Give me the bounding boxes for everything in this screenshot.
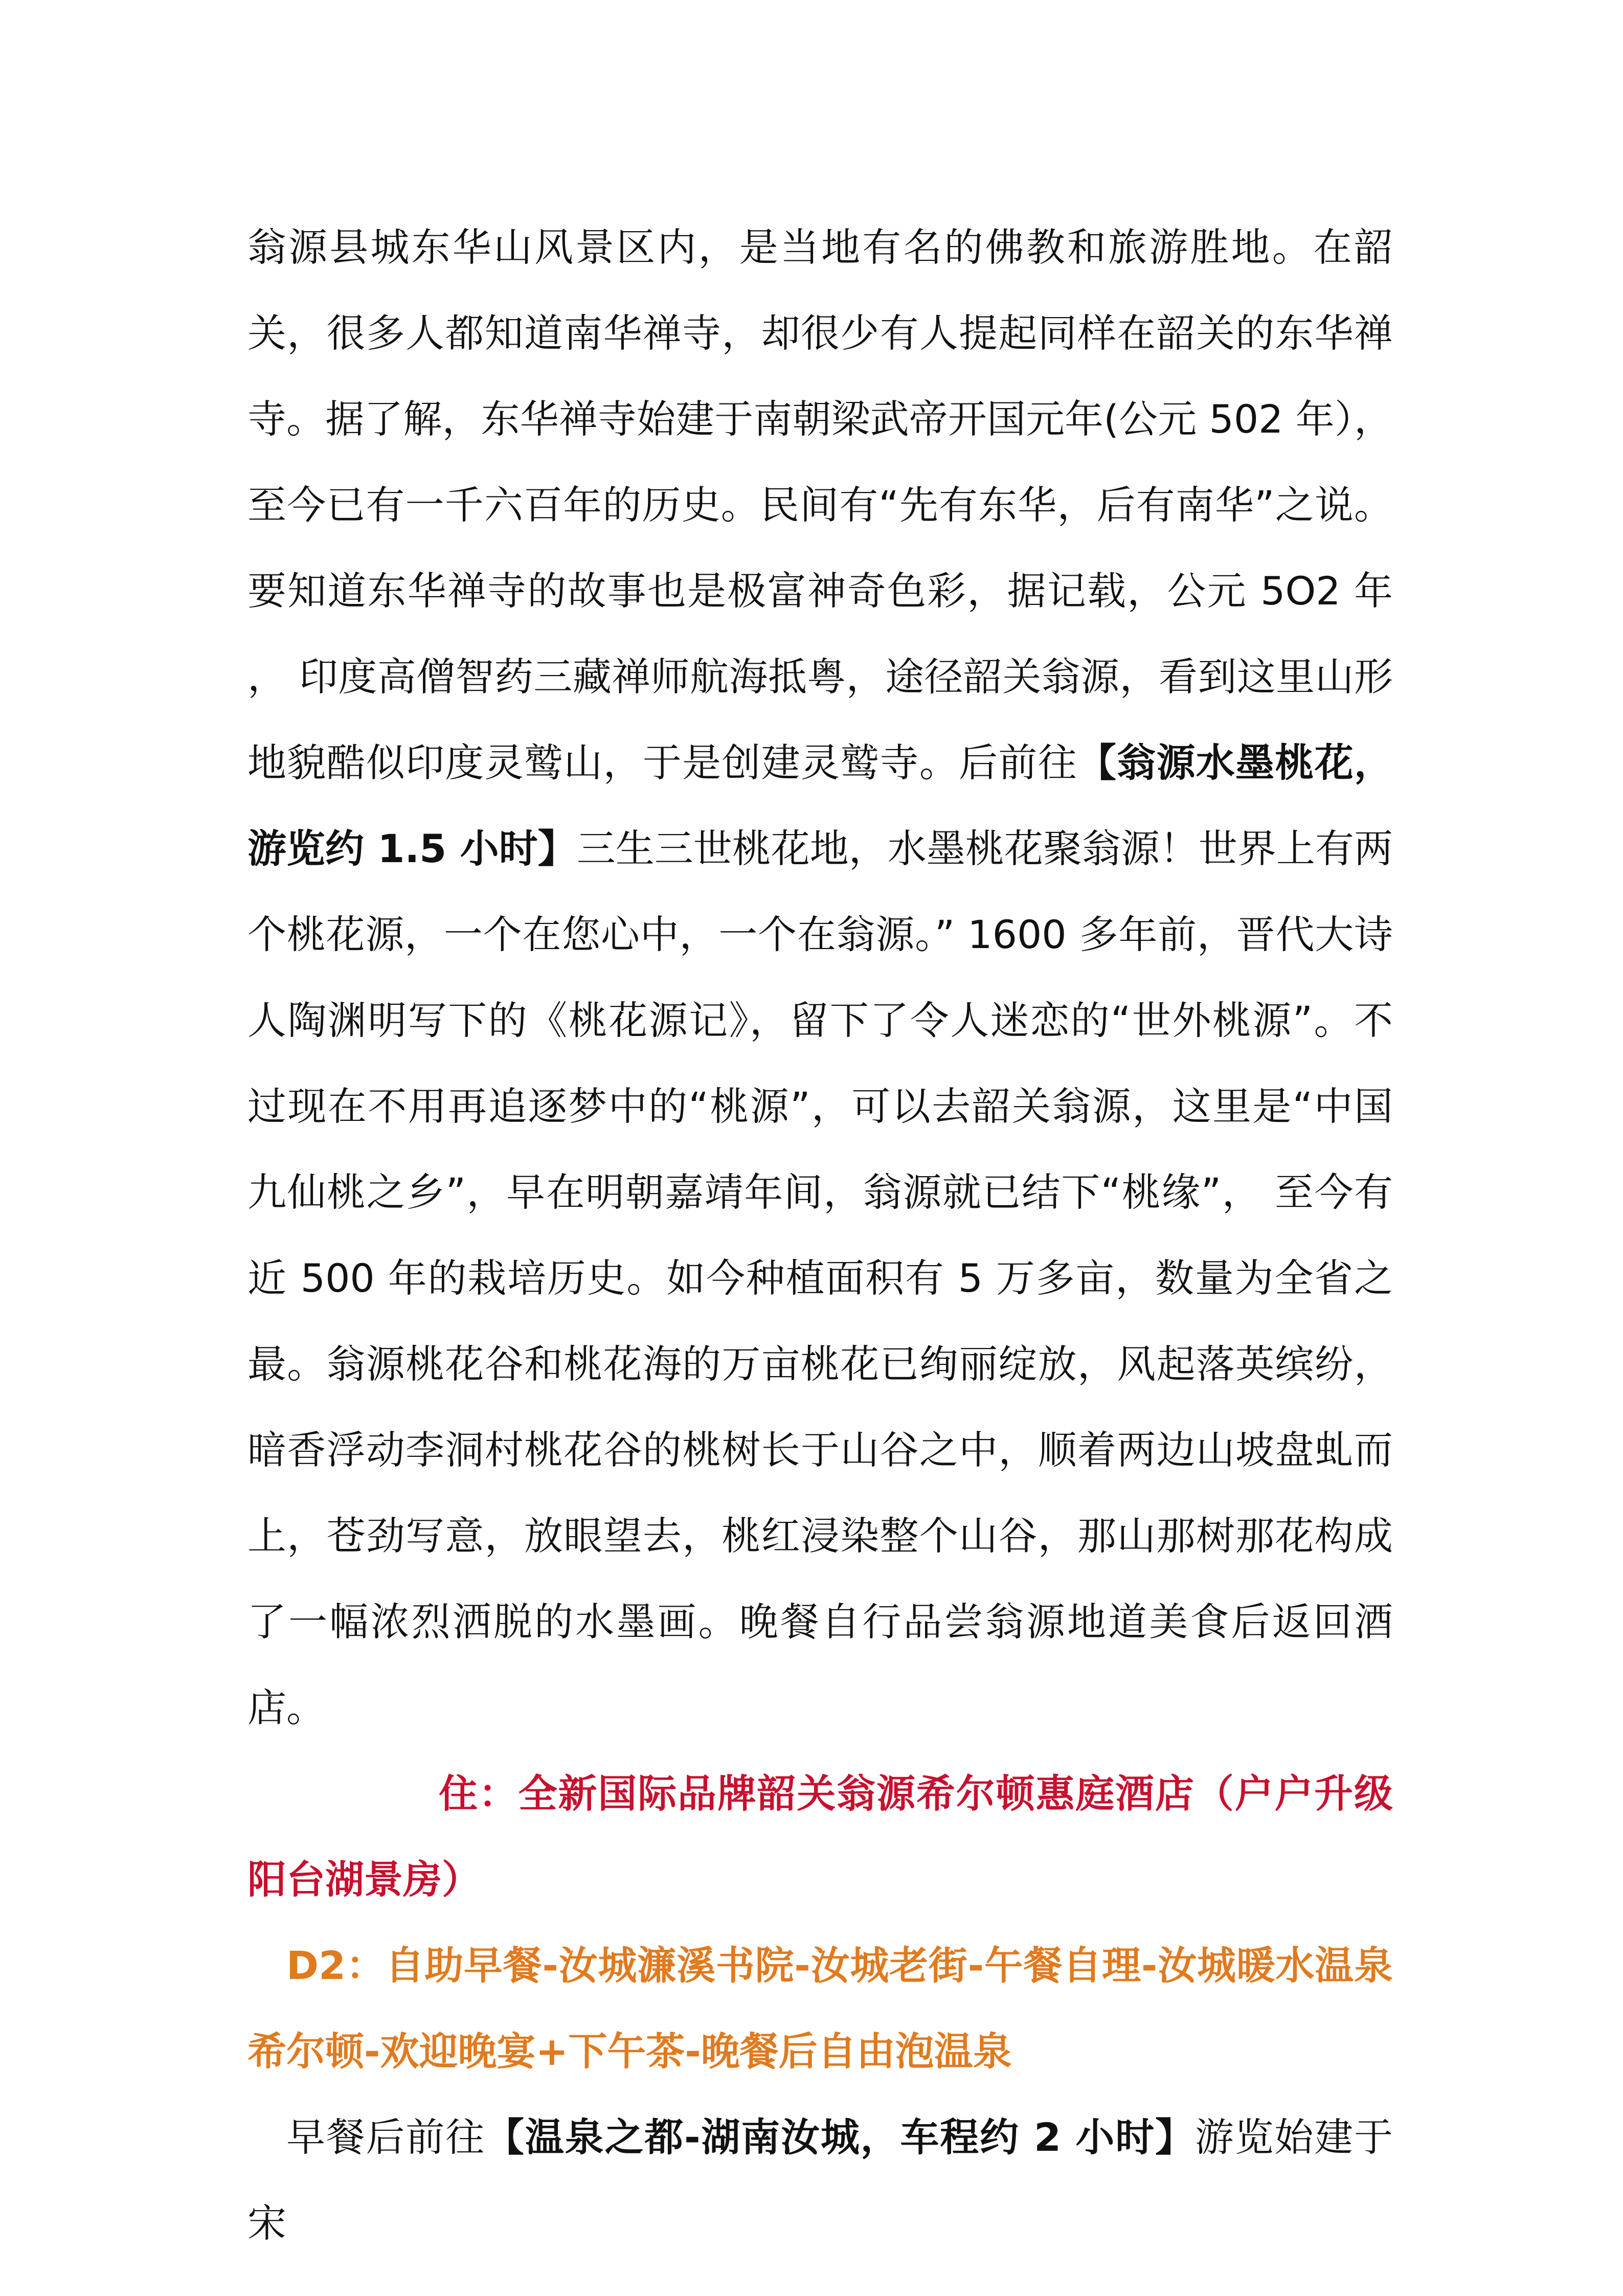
paragraph-dongchan-temple-and-peach-blossom xyxy=(247,205,1393,1751)
paragraph-text: 三生三世桃花地，水墨桃花聚翁源！世界上有两个桃花源，一个在您心中，一个在翁源。” 1600 多年前，晋代大诗人陶渊明写下的《桃花源记》，留下了令人迷恋的“世外桃源”。不过现在不用再追逐梦中的“桃源”，可以去韶关翁源，这里是“中国九仙桃之乡”，早在明朝嘉靖年间，翁源就已结下“桃缘”， 至今有近 500 年的栽培历史。如今种植面积有 5 万多亩，数量为全省之最。翁源桃花谷和桃花海的万亩桃花已绚丽绽放，风起落英缤纷，暗香浮动李洞村桃花谷的桃树长于山谷之中，顺着两边山坡盘虬而上，苍劲写意，放眼望去，桃红浸染整个山谷，那山那树那花构成了一幅浓烈洒脱的水墨画。晚餐自行品尝翁源地道美食后返回酒店。 xyxy=(247,826,1393,1730)
rucheng-highlight: 【温泉之都-湖南汝城，车程约 2 小时】 xyxy=(485,2114,1195,2160)
day2-heading: D2：自助早餐-汝城濂溪书院-汝城老街-午餐自理-汝城暖水温泉希尔顿-欢迎晚宴+下午茶-晚餐后自由泡温泉 xyxy=(247,1943,1393,2074)
paragraph-text: 翁源县城东华山风景区内，是当地有名的佛教和旅游胜地。在韶关，很多人都知道南华禅寺，却很少有人提起同样在韶关的东华禅寺。据了解，东华禅寺始建于南朝梁武帝开国元年(公元 502 年）， 至今已有一千六百年的历史。民间有“先有东华，后有南华”之说。要知道东华禅寺的故事也是极富神奇色彩，据记载，公元 5O2 年 ， 印度高僧智药三藏禅师航海抵粤，途径韶关翁源，看到这里山形地貌酷似印度灵鹫山，于是创建灵鹫寺。后前往 xyxy=(247,224,1393,785)
lodging-line: 住：全新国际品牌韶关翁源希尔顿惠庭酒店（户户升级阳台湖景房） xyxy=(247,1771,1393,1902)
paragraph-rucheng-intro xyxy=(247,2095,1393,2266)
document-body xyxy=(247,205,1393,2266)
peach-blossom-highlight: 【翁源水墨桃花，游览约 1.5 小时】 xyxy=(247,740,1393,871)
paragraph-text: 游览始建于宋 xyxy=(247,2114,1393,2246)
paragraph-text: 早餐后前往 xyxy=(286,2114,486,2160)
